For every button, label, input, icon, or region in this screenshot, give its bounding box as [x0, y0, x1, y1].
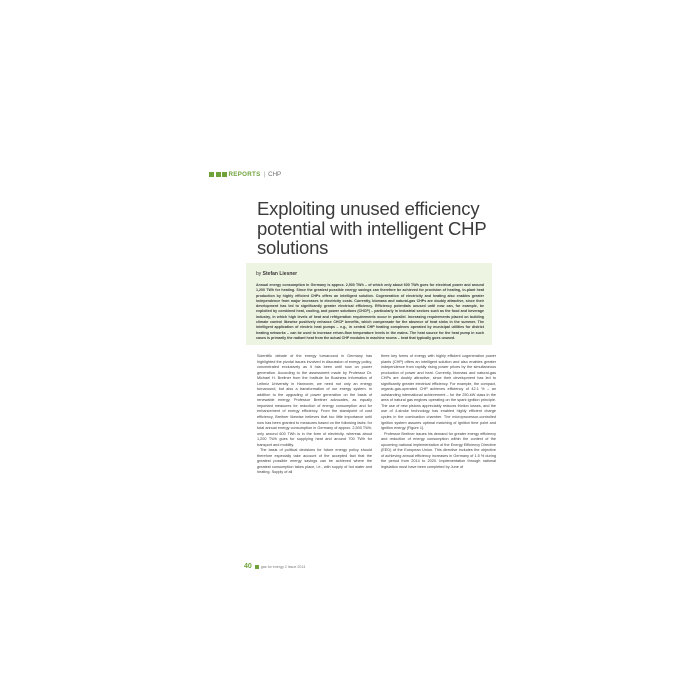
- body-column-right: [381, 354, 496, 470]
- publication-name: gas for energy 2 Issue 2014: [260, 564, 306, 569]
- body-column-left: [257, 354, 372, 476]
- author-name: Stefan Liesner: [262, 271, 298, 277]
- section-marker-icon: [222, 172, 227, 177]
- body-paragraph: three key forms of energy with highly efficient cogeneration power plants (CHP) offers an intelligent solution and also enables greater independence from rapidly rising power prices by the simultaneous production of power and heat. Currently, biomass and natural-gas CHPs are doubly attractive, since their development has led to significantly greater electrical efficiency. For example, the compact, organic-gas-operated CHP achieves efficiency of 42.1 % – an outstanding international achievement – for the 250-kW class in the area of natural gas engines operating on the spark ignition principle. The use of new pistons appreciably reduces friction losses, and the use of 4-stroke technology has enabled highly efficient charge cycles in the combustion chamber. The microprocessor-controlled ignition system assures optimal matching of ignition time point and ignition energy (Figure 1).: [381, 354, 496, 431]
- section-label: REPORTS: [228, 170, 261, 178]
- body-paragraph: The basis of political decisions for future energy policy should therefore especially take account of the accepted fact that the greatest possible energy savings can be achieved where the greatest consumption takes place, i.e., with supply of hot water and heating. Supply of all: [257, 448, 372, 475]
- section-divider: |: [263, 170, 266, 178]
- section-marker-icon: [216, 172, 221, 177]
- footer-marker-icon: [255, 565, 259, 569]
- page-footer: [244, 563, 305, 570]
- section-topic: CHP: [268, 170, 282, 178]
- body-paragraph: Professor Breitner issues his demand for greater energy efficiency and reduction of energy consumption within the context of the upcoming national implementation of the Energy Efficiency Directive (EED) of the European Union. This directive includes the objective of achieving annual efficiency increases in Germany of 1.5 % during the period from 2014 to 2020. Implementation through national legislation must have been completed by June of: [381, 431, 496, 469]
- section-header: [209, 169, 281, 179]
- page-number: 40: [244, 563, 252, 570]
- byline-prefix: by: [256, 271, 262, 277]
- body-paragraph: Scientific debate of the energy turnaround in Germany has highlighted the pivotal issues involved in discussion of energy policy, concentrated exclusively as it has been until now on power generation. According to the assessment made by Professor Dr. Michael H. Breitner from the Institute for Business Informatics of Leibniz University in Hannover, we need not only an energy turnaround, but also a transformation of our energy system. In addition to the upgrading of power generation on the basis of renewable energy, Professor Breitner advocates, as equally important measures for reduction of energy consumption and for enhancement of energy efficiency. From the standpoint of cost efficiency, Breitner likewise believes that too little importance until now has been granted to measures based on the following facts: for total annual energy consumption in Germany of approx. 2,500 TWh, only around 600 TWh is in the form of electricity, whereas about 1,200 TWh goes for supplying heat and around 700 TWh for transport and mobility.: [257, 354, 372, 447]
- abstract-text: Annual energy consumption in Germany is approx. 2,500 TWh – of which only about 600 TWh goes for electrical power and around 1,200 TWh for heating. Since the greatest possible energy savings can therefore be achieved for provision of heating, in-plant heat production by highly efficient CHPs offers an intelligent solution. Cogeneration of electricity and heating also enables greater independence from major increases in electricity costs. Currently, biomass and natural-gas CHPs are doubly attractive, since their development has led to significantly greater electrical efficiency. Efficiency potentials unused until now can, for example, be exploited by combined heat, cooling, and power solutions (CHCP) – particularly in industrial sectors such as the food and beverage industry, in which high levels of heat and refrigeration requirements occur in parallel. Increasing requirements placed on building climate control likewise positively enhance CHCP benefits, which compensate for the absence of heat sinks in the summer. The intelligent application of electric heat pumps – e.g., in central CHP heating complexes operated by municipal utilities for district heating networks – can be used to increase return-flow temperature levels in the mains. The heat source for the heat pump in such cases is primarily the radiant heat from the actual CHP modules in machine rooms – heat that typically goes unused.: [256, 283, 484, 340]
- section-marker-icon: [209, 172, 214, 177]
- abstract-box: [246, 263, 492, 345]
- article-title: Exploiting unused efficiency potential with intelligent CHP solutions: [257, 198, 487, 258]
- byline: [256, 271, 297, 277]
